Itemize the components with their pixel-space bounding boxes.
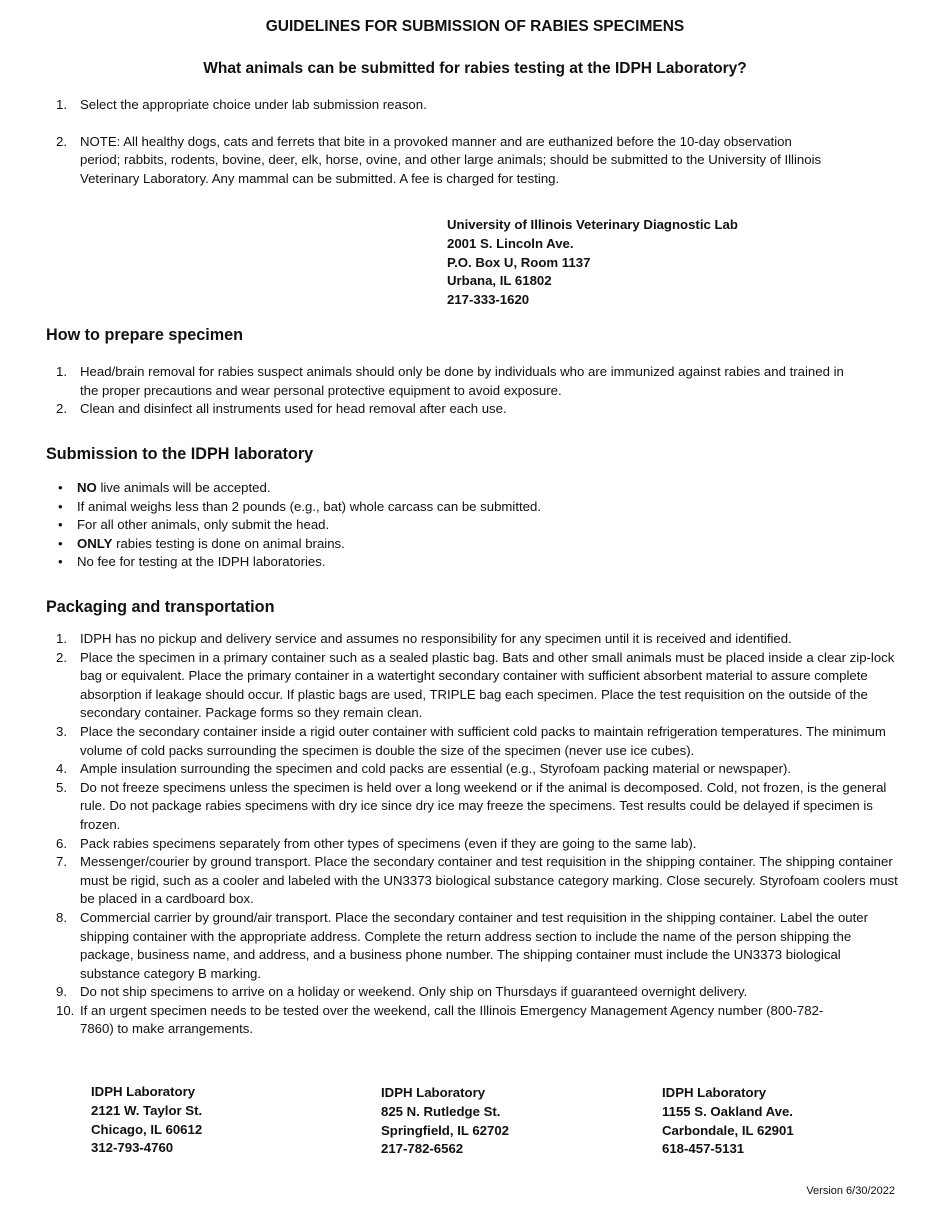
address-phone: 618-457-5131: [662, 1141, 745, 1157]
list-text: rabies testing is done on animal brains.: [112, 535, 345, 551]
list-item: [0, 779, 900, 835]
address-phone: 217-333-1620: [447, 292, 530, 308]
list-number: 1.: [56, 631, 67, 646]
list-item: [0, 479, 890, 498]
list-text: IDPH has no pickup and delivery service and assumes no responsibility for any specimen until it is received and identified.: [80, 631, 792, 646]
list-text: No fee for testing at the IDPH laboratories.: [77, 554, 326, 570]
list-number: 9.: [56, 984, 67, 1000]
list-item: [0, 400, 890, 419]
address-box: P.O. Box U, Room 1137: [447, 254, 591, 270]
list-text: Pack rabies specimens separately from other types of specimens (even if they are going to the same lab).: [80, 835, 697, 851]
list-item: [0, 1002, 900, 1039]
version-label: Version 6/30/2022: [806, 1185, 895, 1197]
address-street: 1155 S. Oakland Ave.: [662, 1103, 793, 1119]
list-number: 3.: [56, 723, 67, 739]
idph-carbondale-address: [662, 1084, 794, 1159]
emphasis: ONLY: [77, 535, 113, 551]
address-city: Springfield, IL 62702: [381, 1122, 510, 1138]
address-phone: 312-793-4760: [91, 1140, 174, 1156]
page-title: GUIDELINES FOR SUBMISSION OF RABIES SPECIMENS: [265, 18, 685, 35]
list-text: For all other animals, only submit the head.: [77, 517, 330, 533]
bullet-icon: •: [58, 498, 63, 514]
list-item: [0, 553, 890, 572]
list-number: 2.: [56, 401, 67, 417]
list-text: Messenger/courier by ground transport. Place the secondary container and test requisition in the shipping container. The shipping container must be rigid, such as a cooler and labeled with the UN3373 biological substance category marking. Close securely. Styrofoam coolers must be placed in a cardboard box.: [80, 854, 898, 907]
list-text: Clean and disinfect all instruments used for head removal after each use.: [80, 401, 507, 417]
list-text: Commercial carrier by ground/air transport. Place the secondary container and test requisition in the shipping container. Label the outer shipping container with the appropriate address. Complete the return address section to include the name of the person shipping the package, business name, and address, and a business phone number. The shipping container must include the UN3373 biological substance category B marking.: [80, 909, 869, 981]
list-text: Do not ship specimens to arrive on a holiday or weekend. Only ship on Thursdays if guaranteed overnight delivery.: [80, 984, 748, 1000]
address-city: Carbondale, IL 62901: [662, 1122, 794, 1138]
bullet-icon: •: [58, 480, 63, 495]
uiuc-lab-address: [447, 216, 738, 310]
list-number: 1.: [56, 364, 67, 379]
list-item: [0, 835, 900, 854]
list-number: 6.: [56, 835, 67, 851]
list-item: [0, 535, 890, 554]
list-item: [0, 363, 890, 400]
bullet-icon: •: [58, 535, 63, 551]
list-item: [0, 853, 900, 909]
packaging-list: [0, 630, 900, 1039]
list-number: 1.: [56, 97, 67, 112]
address-name: IDPH Laboratory: [662, 1085, 767, 1100]
list-item: [0, 649, 900, 723]
list-text: Place the secondary container inside a rigid outer container with sufficient cold packs to maintain refrigeration temperatures. The minimum volume of cold packs surrounding the specimen is double the size of the specimen (never use ice cubes).: [80, 723, 886, 758]
list-item: [0, 96, 890, 115]
list-number: 10.: [56, 1002, 75, 1018]
list-number: 2.: [56, 133, 67, 149]
list-item: [0, 983, 900, 1002]
prepare-list: [0, 363, 890, 419]
list-number: 5.: [56, 779, 67, 795]
address-name: IDPH Laboratory: [381, 1085, 486, 1100]
prepare-heading: How to prepare specimen: [46, 326, 244, 344]
idph-chicago-address: [91, 1083, 202, 1158]
idph-springfield-address: [381, 1084, 509, 1159]
list-item: [0, 723, 900, 760]
list-item: [0, 909, 900, 983]
bullet-icon: •: [58, 517, 63, 533]
list-item: [0, 516, 890, 535]
submission-list: [0, 479, 890, 572]
bullet-icon: •: [58, 554, 63, 570]
submission-heading: Submission to the IDPH laboratory: [46, 445, 314, 463]
address-city: Chicago, IL 60612: [91, 1121, 203, 1137]
list-number: 2.: [56, 649, 67, 665]
list-number: 4.: [56, 761, 67, 777]
list-item: [0, 133, 890, 189]
list-number: 8.: [56, 909, 67, 925]
list-text: NOTE: All healthy dogs, cats and ferrets that bite in a provoked manner and are euthanized before the 10-day observation period; rabbits, rodents, bovine, deer, elk, horse, ovine, and other large animals; should be submitted to the University of Illinois Veterinary Laboratory. Any mammal can be submitted. A fee is charged for testing.: [80, 133, 822, 186]
address-name: IDPH Laboratory: [91, 1084, 196, 1099]
list-text: Head/brain removal for rabies suspect animals should only be done by individuals who are immunized against rabies and trained in the proper precautions and wear personal protective equipment to avoid exposure.: [80, 364, 844, 398]
address-street: 2001 S. Lincoln Ave.: [447, 235, 574, 251]
list-text: Do not freeze specimens unless the specimen is held over a long weekend or if the animal is decomposed. Cold, not frozen, is the general rule. Do not package rabies specimens with dry ice since dry ice may freeze the specimens. Test results could be delayed if specimen is frozen.: [80, 779, 887, 832]
page-subtitle: What animals can be submitted for rabies testing at the IDPH Laboratory?: [203, 60, 747, 77]
list-text: Select the appropriate choice under lab submission reason.: [80, 97, 427, 112]
intro-list: [0, 96, 890, 188]
address-street: 825 N. Rutledge St.: [381, 1103, 501, 1119]
list-text: Ample insulation surrounding the specimen and cold packs are essential (e.g., Styrofoam packing material or newspaper).: [80, 761, 792, 777]
address-name: University of Illinois Veterinary Diagnostic Lab: [447, 217, 738, 232]
list-item: [0, 630, 900, 649]
address-street: 2121 W. Taylor St.: [91, 1102, 203, 1118]
list-text: Place the specimen in a primary container such as a sealed plastic bag. Bats and other small animals must be placed inside a clear zip-lock bag or equivalent. Place the primary container in a watertight secondary container with sufficient absorbent material to assure complete absorption if leakage should occur. If plastic bags are used, TRIPLE bag each specimen. Place the test requisition on the outside of the secondary container. Package forms so they remain clean.: [80, 649, 895, 721]
list-number: 7.: [56, 854, 67, 870]
list-text: If animal weighs less than 2 pounds (e.g., bat) whole carcass can be submitted.: [77, 498, 542, 514]
address-phone: 217-782-6562: [381, 1141, 464, 1157]
list-text: If an urgent specimen needs to be tested over the weekend, call the Illinois Emergency Management Agency number (800-782-7860) to make arrangements.: [80, 1002, 824, 1037]
emphasis: NO: [77, 480, 97, 495]
list-item: [0, 498, 890, 517]
list-text: live animals will be accepted.: [96, 480, 271, 495]
address-city: Urbana, IL 61802: [447, 273, 552, 289]
list-item: [0, 760, 900, 779]
packaging-heading: Packaging and transportation: [46, 598, 275, 616]
